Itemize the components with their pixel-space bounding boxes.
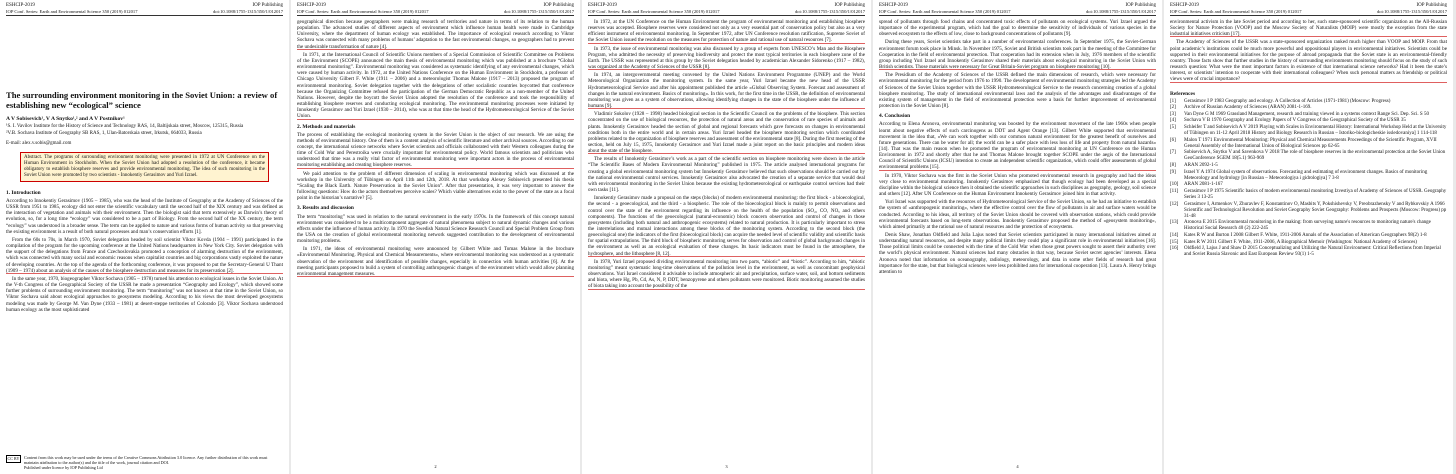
journal-citation: IOP Conf. Series: Earth and Environmental Science 350 (2019) 012017: [6, 9, 138, 14]
reference-number: [2]: [1170, 105, 1176, 111]
reference-text: Archive of Russian Academy of Sciences (ARAN) 2081-1-169.: [1184, 105, 1312, 111]
affiliation-2: ²V.B. Sochava Institute of Geography SB RAS, 1, Ulan-Batorskaia street, Irkutsk, 664033, Russia: [6, 131, 202, 136]
reference-item: [1170, 182, 1447, 188]
highlighted-paragraph: In 1978, Yuri Izrael proposed dividing environmental monitoring into two parts, “abiotic” and “biotic”. According to him, “abiotic monitoring” meant systematic long-time observations of the pollution level in the environment, as well as concomitant geophysical observations. Yuri Israel considered it advisable to include atmospheric air and precipitation, surface water, soil, and bottom sediments and biota, where Hg, Pb, Cd, As, N, P, DDT, benzopyrene and others pollutants were monitored. Biotic monitoring assumed the studies of biota taking into account the possibility of the: [588, 258, 865, 290]
reference-number: [15]: [1170, 239, 1179, 245]
paragraph: According to Innokentiy Gerasimov (1905 – 1985), who was the head of the Institute of Geography at the Academy of Sciences of the USSR from 1951 to 1985, ecology did not enter the scientific vocabulary until the second half of the XIX century and was defined as the interaction of vegetation and animals with their environment. Then the biologist said that term extensively as Darwin’s theory of evolution, so, for a long time “ecology” was considered to be a part of Biology. From the second half of the XX century, the term “ecology” was understood in a broader sense. The term can be applied to nature and various forms of human activity so that preserving the existing environment is a result of both natural processes and man’s conservation efforts [1].: [6, 198, 283, 235]
body-text: [297, 19, 574, 277]
paragraph: Yuri Israel was supported with the resources of Hydrometeorological Service of the Soviet Union, so he had an initiative to establish the system of «anthropogenic monitoring», where the effective control over the flow of pollutants in air and surface waters would be conducted. According to his ideas, all territory of the Soviet Union should be covered with observation stations, which could provide environmental forecasts based on long-term observations. Innokentiy Gerasimov proposed the method of «geosystem monitoring», which aimed primarily at the rational use of natural resources and the protection of ecosystems.: [879, 199, 1156, 230]
paragraph: We paid attention to the problem of different dimension of scaling in environmental monitoring which was discussed at the workshop in the University of Tübingen on April 11th and 12th, 2018. At that workshop Alexey Sobisevich presented his thesis “Scaling the Black Earth. Nature Preservation in the Soviet Union”. After that presentation, it was very important to answer the following questions: How do the actors themselves perceive scales? Which viable alternatives exist to the power of the state as a focal point in the historian’s narrative? [5].: [297, 170, 574, 202]
reference-item: [1170, 220, 1447, 232]
cc-license-badge[interactable]: CC BY: [7, 456, 20, 461]
reference-item: [1170, 112, 1447, 118]
conference-name: ESHCIP-2019: [297, 3, 326, 8]
doi: doi:10.1088/1755-1315/350/1/012017: [1376, 9, 1447, 14]
body-text: [1170, 19, 1447, 83]
page-number: 3: [725, 464, 728, 469]
body-text: [6, 198, 283, 313]
reference-text: Aronova E 2015 Environmental monitoring in the making: from surveying nature's resources to monitoring nature's change Historical Social Research 40 (2) 222-245: [1184, 220, 1431, 232]
page-number: 4: [1016, 464, 1019, 469]
paragraph: In 1970, Viktor Sochava was the first in the Soviet Union who promoted environmental research in geography and had the ideas very close to environmental monitoring. Innokentiy Gerasimov emphasized that though ecology had been developed as a special discipline within the biological science then it obtained the scientific approaches in such disciplines as geography, geology, soil science and others [12]. After UN Conference on the Human Environment Innokentiy Gerasimov joined him in that activity.: [879, 172, 1156, 198]
section-heading: 4. Conclusion: [879, 113, 911, 120]
section-heading: 2. Methods and materials: [297, 123, 356, 130]
reference-item: [1170, 138, 1447, 150]
body-text: [879, 19, 1156, 275]
body-text: [588, 19, 865, 290]
reference-number: [1]: [1170, 98, 1176, 104]
highlighted-paragraph: In 1973, the issue of environmental monitoring was also discussed by a group of experts from UNESCO’s Man and the Biosphere Program, who admitted the necessity of preserving biodiversity and protect the most typical territories in each biosphere zone of the Earth. The USSR was represented at this group by the Soviet delegation headed by academician Alexander Sidorenko (1917 – 1982), was organized at the Academy of Sciences of the USSR [8].: [588, 45, 865, 71]
reference-item: [1170, 150, 1447, 162]
doi: doi:10.1088/1755-1315/350/1/012017: [212, 9, 283, 14]
reference-item: [1170, 125, 1447, 137]
reference-text: Van Dyne G M 1969 Grassland Management, research and training viewed in a systems context Range Sci. Dep. Sci. S 50: [1184, 111, 1429, 117]
reference-item: [1170, 189, 1447, 201]
highlighted-paragraph: From the 60s to 70s, in March 1970, Soviet delegation headed by soil scientist Viktor Kovda (1904 – 1991) participated in the compilation of the program for the upcoming conference at the United Nations headquarters in New York City. Soviet delegation with the support of the delegations from France and Czechoslovakia promoted a conception of alarming destruction of the environment, which was connected with many social and economic reasons when capitalist countries and big corporations vastly exploited the nature of developing countries. At the top of the agenda of the forthcoming conference, it was proposed to put the Secretary-General U Thant (1909 – 1974) about an analysis of the causes of the biosphere destruction and measures for its preservation [2].: [6, 236, 283, 274]
references-heading: References: [1170, 90, 1196, 97]
reference-text: Gerasimov I P 1983 Geography and ecology. A Collection of Articles (1971-1981) (Moscow: Progress): [1184, 98, 1391, 104]
reference-item: [1170, 202, 1447, 220]
publisher-note: Published under licence by IOP Publishing Ltd: [24, 465, 103, 470]
highlighted-paragraph: According to Elena Aronova, environmental monitoring was boosted by the environment movement of the late 1960s when people learnt about negative effects of such carcinogens as DDT and Agent Orange [13]. Gilbert White supported that environmental movement in the idea that, «We can work together with our common natural environment for the greatest benefit of ourselves and future generations. There can be water for all; the world can be a safer place with less loss of life and property from natural hazards» [14]. That was the main reason when he promoted the program of environmental monitoring at UN Conference on the Human Environment in 1972 and shortly after that he and Thomas Malone brought together SCOPE under the aegis of the International Council of Scientific Unions (ICSU) intention to create an independent scientific organization, which could offer assessments of global environmental problems [15].: [879, 121, 1156, 171]
page-number: 2: [434, 464, 437, 469]
journal-citation: IOP Conf. Series: Earth and Environmental Science 350 (2019) 012017: [1170, 9, 1302, 14]
paper-authors: A V Sobisevich¹, V A Snytko¹,² and A V Postnikov¹: [6, 116, 125, 122]
highlighted-paragraph: The process of establishing the ecological monitoring system in the Soviet Union is the object of our research. We are using the methods of environmental history. One of them is a content analysis of scientific literature and other archival sources. According to our concept, the international science networks where Soviet scientists and officials collaborated with their Western colleagues during the time of Cold War and Perestroika were crucially important for environmental policy. World famous scientists and politicians who understood that time was a really vital factor of environmental monitoring were important actors in the process of environmental monitoring establishing and creating biosphere reserves.: [297, 131, 574, 169]
reference-text: Oldfield J, Lajus J and Shaw D 2015 Conceptualizing and Utilizing the Natural Environment: Critical Reflections from Imperial and Soviet Russia Slavonic and East European Review 93(1) 1-5: [1184, 246, 1441, 258]
reference-number: [4]: [1170, 118, 1176, 124]
reference-number: [8]: [1170, 163, 1176, 168]
reference-item: [1170, 118, 1447, 124]
reference-number: [10]: [1170, 182, 1179, 188]
paragraph: Denis Shaw, Jonathan Oldfield and Julia Lajus noted that Soviet scientists participated in many international initiatives aimed at understanding natural resources, and despite many political limits they could play a significant role in environmental initiatives [16]. Those political limits could be connected with the time of the Cold War when those great powers sought to assert their authority over the world’s physical environment. Natural sciences had many obstacles in that way, because Soviet secret agencies’ interests. Elena Aronova noted that information on oceanography, radiology, meteorology, and data in some other fields of research had great importance for the state, but that biological sciences were less prohibited area for international cooperation [13]. Laura A. Henry brings attention to: [879, 232, 1156, 275]
reference-number: [16]: [1170, 246, 1179, 252]
highlighted-paragraph: During these years, Soviet scientists take part in a number of environmental conferences. In September 1975, the Soviet-German environment forum took place in Minsk. In November 1975, Soviet and British scientists took part in the meeting of the Committee for Cooperation in the field of environmental protection. That cooperation had its extension when in July, 1976 members of the scientific group including Yuri Izrael and Innokentiy Gerasimov shared their materials about ecological monitoring in the Soviet Union with British scientists. Those materials were necessary for Great Britain-Soviet program on biosphere monitoring [10].: [879, 39, 1156, 71]
paragraph: geographical direction because geographers were making research of territories and nature in terms of its relation to the human population. The advanced studies of different aspects of environment which influence human health were made in Cambridge University, where the department of human ecology was established. The importance of ecological research according to Viktor Sochava was connected with many problems of humans’ adaptation to the fast environmental changes, so geographers had to prevent the undesirable transformation of nature [4].: [297, 19, 574, 50]
paragraph: In the same year, 1970, biogeographer Viktor Sochava (1905 – 1978) turned his attention to ecological issues in the Soviet Union. At the V-th Congress of the Geographical Society of the USSR he made a presentation “Geography and Ecology”, which showed some further problems of surrounding environment monitoring. The term “monitoring” was not known at that time in the Soviet Union, so Viktor Sochava said about ecological approaches to geosystems modeling. According to his views the most developed geosystems modeling was made by George M. Van Dyne (1933 – 1981) at desert-steppe territories of Colorado [3]. Viktor Sochava understood human ecology as the most sophisticated: [6, 275, 283, 313]
conference-name: ESHCIP-2019: [588, 3, 617, 8]
journal-line: [1170, 9, 1447, 16]
reference-item: [1170, 163, 1447, 169]
reference-number: [5]: [1170, 124, 1176, 130]
reference-list: [1170, 99, 1447, 259]
reference-number: [13]: [1170, 220, 1179, 226]
affiliation-1: ¹S. I. Vavilov Institute for the History of Science and Technology RAS, 14, Baltijskaia street, Moscow, 125315, Russia: [6, 124, 244, 129]
highlighted-paragraph: In 1972, at the UN Conference on the Human Environment the program of environmental monitoring and establishing biosphere reserves was accepted. Biosphere reserves were considered not only as a very essential part of conservation policy but also as a very efficient instrument of environmental monitoring. In September 1972, after UN Conference resolution ratification, Supreme Soviet of the Soviet Union issued the resolution on the measures for protection of nature and rational use of natural resources [7].: [588, 19, 865, 44]
section-heading: 1. Introduction: [6, 190, 41, 196]
conference-name: ESHCIP-2019: [1170, 3, 1199, 8]
reference-number: [11]: [1170, 188, 1179, 194]
highlighted-paragraph: environmental activism in the late Soviet period and according to her, such state-sponsored scientific organization as the All-Russian Society for Nature Protection (VOOP) and the Moscow Society of Naturalists (MOIP) were mostly the exception from the state industrial initiatives criticism [17].: [1170, 19, 1447, 38]
reference-item: [1170, 105, 1447, 111]
reference-text: Sochava V B 1970 Geography and Ecology Papers of V Congress of the Geographical Society of the USSR 35: [1184, 118, 1406, 124]
journal-line: [879, 9, 1156, 16]
paragraph: The Presidium of the Academy of Sciences of the USSR defined the main dimensions of research, which were necessary for environmental monitoring for the period from 1976 to 1990. The development of environmental monitoring strategies led the Academy of Sciences of the Soviet Union together with the USSR Hydrometeorological Service to the research concerning creation of a global biosphere monitoring. The study of international environmental laws and the analysis of the advantages and disadvantages of the existing system of management in the field of environmental protection were a basis for further improvement of environmental protection in the Soviet Union [8].: [879, 72, 1156, 110]
reference-text: ARAN 2092-1-5: [1184, 163, 1218, 168]
journal-line: [588, 9, 865, 16]
reference-text: Kates R W and Burton I 2008 Gilbert F. White, 1911-2006 Annals of the Association of American Geographers 98(2) 1-8: [1184, 233, 1427, 239]
page-3: [582, 0, 871, 474]
publisher-name: IOP Publishing: [1416, 3, 1447, 8]
publisher-name: IOP Publishing: [1125, 3, 1156, 8]
reference-text: Israel Y A 1974 Global system of observations. Forecasting and estimating of environment changes. Basics of monitoring Meteorology and hydrology [in Russian – Meteorologiya i gidrologiya] 7 3-8: [1184, 169, 1428, 181]
paragraph: spread of pollutants through food chains and concentrated toxic effects of pollutants on ecological systems. Yuri Izrael argued the importance of the experimental program, which had the goal to determine the sensitivity of individuals of various species in the observed ecosystem to the effects of low, close to background concentrations of pollutants [9].: [879, 19, 1156, 38]
page-2: [291, 0, 580, 474]
reference-text: Sobisevich A, Snytko V and Savenkova V 2018 The role of biosphere reserves in the environmental protection at the Soviet Union GeoConference SGEM 18(5.1) 963-969: [1184, 150, 1446, 162]
abstract: Abstract. The programs of surrounding environment monitoring were presented in 1972 at UN Conference on the Human Environment in Stockholm. When the Soviet Union had adopted a resolution of the conference, it became obligatory to establish biosphere reserves and provide environmental monitoring. The idea of such monitoring in the Soviet Union were promoted by two scientists - Innokentiy Gerasimov and Yuri Izrael.: [20, 152, 269, 182]
journal-line: [6, 9, 283, 16]
page-5: [1164, 0, 1453, 474]
page-4: [873, 0, 1162, 474]
doi: doi:10.1088/1755-1315/350/1/012017: [503, 9, 574, 14]
reference-item: [1170, 233, 1447, 239]
reference-item: [1170, 170, 1447, 182]
doi: doi:10.1088/1755-1315/350/1/012017: [794, 9, 865, 14]
journal-citation: IOP Conf. Series: Earth and Environmental Science 350 (2019) 012017: [588, 9, 720, 14]
reference-text: Kates R W 2011 Gilbert F. White, 1911-2006, A Biographical Memoir (Washington: National Academy of Sciences): [1184, 239, 1417, 245]
conference-name: ESHCIP-2019: [879, 3, 908, 8]
highlighted-paragraph: In 1974, an intergovernmental meeting convened by the United Nations Environment Programme (UNEP) and the World Meteorological Organization the monitoring system. In the same year, Yuri Izrael became the new head of the USSR Hydrometeorological Service and after his appointment published the article «Global Observing System. Forecast and assessment of changes in the natural environment. Basics of monitoring». In this work, for the first time in the USSR, the definition of environmental monitoring was given as a system of observations, allowing identifying changes in the state of the biosphere under the influence of humans [9].: [588, 72, 865, 110]
reference-number: [12]: [1170, 201, 1179, 207]
reference-text: Malon T 1971 Environmental Monitoring: Physical and Chemical Measurements Proceedings of the Scientific Program, XVII General Assembly of the International Union of Biological Sciences pp 62-65: [1184, 137, 1437, 149]
publisher-name: IOP Publishing: [252, 3, 283, 8]
highlighted-paragraph: In 1971, at the International Council of Scientific Unions members of a Special Commission of Scientific Committee on Problems of the Environment (SCOPE) announced the main thesis of environmental monitoring which was published at a brochure “Global environmental monitoring”. Environmental monitoring was considered as systematic identifying of any environmental changes, which were caused by human activity. In 1972, at the United Nations Conference on the Human Environment in Stockholm, a professor of Chicago University Gilbert F. White (1911 – 2006) and a meteorologist Thomas Malone (1917 – 2013) proposed the program of environmental monitoring. Soviet delegation together with the delegations of other socialistic countries boycotted that conference because the Organizing Committee refused the participation of the German Democratic Republic as a non-member of the United Nations. However, despite the boycott the Soviet Union adopted the resolution of the conference and took the responsibility of establishing biosphere reserves and conducting ecological monitoring. The environmental monitoring processes were initiated by Innokentiy Gerasimov and Yuri Izrael (1930 – 2014), who was at that time the head of the Hydrometeorological Service of the Soviet Union.: [297, 51, 574, 120]
reference-number: [14]: [1170, 233, 1179, 239]
doi: doi:10.1088/1755-1315/350/1/012017: [1085, 9, 1156, 14]
journal-line: [297, 9, 574, 16]
reference-number: [3]: [1170, 111, 1176, 117]
highlighted-paragraph: In 1971, the ideas of environmental monitoring were announced by Gilbert White and Tomas Malone in the brochure «Environmental Monitoring. Physical and Chemical Measurements», where environmental monitoring was understood as a systematic observation of the environment and identification of possible changes, especially in connection with human activities [6]. At the meeting participants proposed to build a system of controlling anthropogenic changes of the environment which would allow planning environmental management measures.: [297, 246, 574, 277]
section-heading: 3. Results and discussion: [297, 205, 354, 212]
paper-title: The surrounding environment monitoring in the Soviet Union: a review of establishing new “ecological” science: [6, 90, 278, 110]
reference-number: [6]: [1170, 137, 1176, 143]
license-text: Content from this work may be used under the terms of the Creative Commons Attribution 3.0 licence. Any further distribution of this work must maintain attribution to the author(s) and the title of the work, journal citation and DOI.: [24, 455, 268, 465]
paragraph: The results of Innokentiy Gerasimov’s work as a part of the scientific section on biosphere monitoring were shown in the article “The Scientific Bases of Modern Environmental Monitoring” published in 1975. The article analysed international programs for creating a global environmental monitoring system but Innokentiy Gerasimov believed that such observations should be carried out by the national environmental control services. Innokentiy Gerasimov also advocated the creation of a separate service that would deal with environmental monitoring in the Soviet Union because the existing hydrometeorological or earthquake control services had their own tasks [11].: [588, 156, 865, 194]
page-1: [0, 0, 289, 474]
author-email[interactable]: E-mail: alex.v.sobis@gmail.com: [6, 141, 72, 146]
reference-number: [7]: [1170, 150, 1176, 156]
reference-number: [9]: [1170, 169, 1176, 175]
conference-name: ESHCIP-2019: [6, 3, 35, 8]
reference-item: [1170, 99, 1447, 105]
highlighted-paragraph: Innokentiy Gerasimov made a proposal on the steps (blocks) of modern environmental monitoring: the first block - a bioecological, the second - a geoecological, and the third - a biospheric. The role of the bioecological block is mainly to permit observations and control over the state of the environment regarding its influence on the health of the population (SO₂, CO, NOₓ and others components). The functions of the geoecological (natural-economic) block concern observation and control of changes in those geosystems (including both natural and anthropogenic ecosystems) related to natural production. It is particularly important to stress the interrelations and mutual interactions among these blocks of the monitoring system. According to the second block (the geoecological one) the indicators of the first (bioecological block) can acquire the needed level of scientific validity and scientific basis for spatial extrapolations. The third block of biospheric monitoring serves for observation and control of global background changes in the environment as well as an ecological evaluation of these changes. Its basic indicators must be found in the atmosphere, the hydrosphere, and the lithosphere [8, 12].: [588, 195, 865, 257]
journal-citation: IOP Conf. Series: Earth and Environmental Science 350 (2019) 012017: [879, 9, 1011, 14]
highlighted-paragraph: The Academy of Sciences of the USSR was a state-sponsored organization ranked much higher than VOOP and MOIP. From that point academic’s institutions could be much more powerful and oppositional players in environmental initiatives. Scientists could be supported in their environmental initiatives for the purpose of abroad propaganda that the Soviet state is an environmental-friendly country. Those facts show that further studies in the history of surrounding environments monitoring should focus on the study of such research question: What were the most important factors in existence of that international science networks? Had it been the state’s interest, or scientists’ intention to cooperate with their international colleagues? When such personal matters as friendship or political views were of crucial importance?: [1170, 39, 1447, 83]
journal-citation: IOP Conf. Series: Earth and Environmental Science 350 (2019) 012017: [297, 9, 429, 14]
license-footer: [6, 455, 283, 470]
reference-text: ARAN 2081-1-167: [1184, 182, 1223, 188]
reference-text: Gerasimov I P 1975 Scientific basics of modern environmental monitoring Izvestiya of Academy of Sciences of USSR. Geography Series 3 13-25: [1184, 188, 1447, 200]
reference-text: Schleifer T and Sobisevich A V 2019 Playing with Scales in Environmental History: International Workshop Held at the University of Tübingen on 11-12 April 2018 History and Biology Research in Russian – Istoriko-biologicheskie issledovaniya] 1 114-118: [1184, 124, 1447, 137]
highlighted-paragraph: Vladimir Sokolov (1928 – 1998) headed biological section in the Scientific Council on the problems of the biosphere. This section concentrated on the use of biological resources, the protection of natural areas and the conservation of rare species of animals and plants. Innokentiy Gerasimov headed the section of global and regional forecasts which gave forecasts on changes in environmental conditions both in the entire world and in certain areas. Yuri Izrael headed the biosphere monitoring section which coordinated problems related to the organization of biosphere reserves and assessment of the environmental state [8]. During the first meeting of the section, held on July 15, 1975, Innokentiy Gerasimov and Yuri Izrael made a joint report on the basic principles and modern ideas about the state of the biosphere.: [588, 111, 865, 155]
publisher-name: IOP Publishing: [543, 3, 574, 8]
publisher-name: IOP Publishing: [834, 3, 865, 8]
reference-item: [1170, 240, 1447, 246]
paragraph: The term “monitoring” was used in relation to the natural environment in the early 1970s. In the framework of this concept natural environment was considered to be a multicomponent aggregate of natural phenomena subject to natural dynamic changes and various effects under the influence of human activity. In 1970 the Swedish Natural Science Research Council and Special Problem Group from the USA on the creation of global environmental monitoring network suggested contribution to the development of environmental monitoring problems.: [297, 213, 574, 245]
reference-item: [1170, 246, 1447, 258]
reference-text: Gerasimov I, Armenkov V, Zhuravlev F, Konstantinov O, Masbits Y, Pokshishevsky V, Preobrazhensky V and Rybkovskiy A 1966 Scientific and Technological Revolution and Soviet Geography Soviet Geography: Problems and Prospects (Moscow: Progress) pp 31-48: [1184, 201, 1447, 219]
